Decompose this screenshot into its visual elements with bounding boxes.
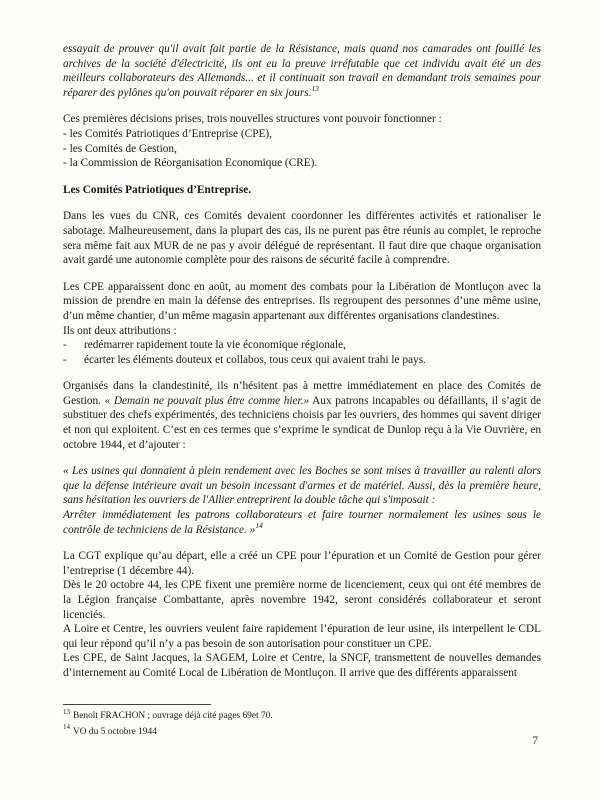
attributions-intro: Ils ont deux attributions :: [63, 324, 177, 337]
paragraph-cgt: La CGT explique qu’au départ, elle a créé un CPE pour l’épuration et un Comité de Gestion pour gérer l’entreprise (1 décembre 44).: [63, 550, 541, 577]
list-item-text: redémarrer rapidement toute la vie économique régionale,: [84, 339, 346, 352]
paragraph-loire: A Loire et Centre, les ouvriers veulent faire rapidement l’épuration de leur usine, ils interpellent le CDL qui leur répond qu’il n’y a pas besoin de son autorisation pour constituer un CPE.: [63, 623, 541, 650]
paragraph-octobre: Dès le 20 octobre 44, les CPE fixent une première norme de licenciement, ceux qui ont été membres de la Légion française Combattante, après novembre 1942, seront considérés collaborateur et seront licenciés.: [63, 579, 541, 621]
paragraph-cnr: Dans les vues du CNR, ces Comités devaient coordonner les différentes activités et rationaliser le sabotage. Malheureusement, dans la plupart des cas, ils ne purent pas être réunis au complet, le reproche sera même fait aux MUR de ne pas y avoir délégué de représentant. Il faut dire que chaque organisation avait gardé une autonomie complète pour des raisons de sécurité facile à comprendre.: [63, 210, 541, 267]
block-quote-resistance: [63, 42, 541, 100]
footnote-14: [63, 725, 541, 741]
footnotes-section: [63, 704, 541, 740]
footnote-text: Benoît FRACHON ; ouvrage déjà cité pages 69et 70.: [73, 711, 273, 721]
footnote-text: VO du 5 octobre 1944: [73, 726, 157, 737]
paragraph-saint-jacques: Les CPE, de Saint Jacques, la SAGEM, Loire et Centre, la SNCF, transmettent de nouvelles demandes d’internement au Comité Local de Libération de Montluçon. Il arrive que des différents apparaissent: [63, 652, 541, 679]
quote-paragraph-2: [63, 508, 541, 537]
list-item-attribution-2: [63, 353, 541, 368]
paragraph-intro: Ces premières décisions prises, trois nouvelles structures vont pouvoir fonctionner :: [63, 113, 442, 126]
footnote-marker: 14: [63, 723, 70, 732]
block-quote-usines: [63, 464, 541, 537]
quote-text: Arrêter immédiatement les patrons collaborateurs et faire tourner normalement les usines sous le contrôle de techniciens de la Résistance. »: [63, 509, 541, 536]
footnote-ref-13: 13: [311, 84, 320, 94]
list-item-gestion: - les Comités de Gestion,: [63, 142, 177, 155]
paragraph-segment: Aux patrons incapables ou défaillants, il s’agit de substituer des chefs expérimentés, des techniciens choisis par les ouvriers, des hommes qui savent diriger et non qui exploitent. C’est en ces termes que s’exprime le syndicat de Dunlop reçu à la Vie Ouvrière, en octobre 1944, et d’ajouter :: [63, 394, 541, 451]
list-item-cre: - la Commission de Réorganisation Economique (CRE).: [63, 157, 318, 170]
quote-text: essayait de prouver qu'il avait fait partie de la Résistance, mais quand nos camarades ont fouillé les archives de la société d'électricité, ils ont eu la preuve irréfutable que cet individu avait été un des meilleurs collaborateurs des Allemands... et il continuait son travail en demandant trois semaines pour réparer des pylônes qu'on pouvait réparer en six jours.: [63, 43, 541, 99]
quote-paragraph-1: « Les usines qui donnaient à plein rendement avec les Boches se sont mises à travailler au ralenti alors que la défense intérieure avait un besoin incessant d'armes et de matériel. Aussi, dès la première heure, sans hésitation les ouvriers de l'Allier entreprirent la double tâche qui s'imposait :: [63, 465, 541, 507]
list-item-attribution-1: [63, 338, 541, 353]
footnote-ref-14: 14: [255, 520, 263, 530]
inline-quote-demain: « Demain ne pouvait plus être comme hier.»: [104, 394, 310, 407]
list-marker: -: [63, 339, 67, 352]
paragraph-organises: [63, 379, 541, 452]
paragraph-segment: Organisés dans la clandestinité, ils n’hésitent pas à mettre immédiatement en place des Comités de Gestion.: [63, 380, 541, 407]
list-item-cpe: - les Comités Patriotiques d’Entreprise (CPE),: [63, 127, 272, 140]
paragraph-cpe-apparition: Les CPE apparaissent donc en août, au moment des combats pour la Libération de Montluçon avec la mission de prendre en main la défense des entreprises. Ils regroupent des personnes d’une même usine, d’un même chantier, d’un même magasin appartenant aux différentes organisations clandestines.: [63, 280, 541, 322]
footnote-13: [63, 709, 541, 725]
section-heading: Les Comités Patriotiques d’Entreprise.: [63, 183, 252, 196]
list-marker: -: [63, 353, 67, 366]
footnote-marker: 13: [63, 707, 70, 716]
footnote-divider: [63, 704, 211, 705]
page-number: 7: [532, 735, 538, 747]
list-item-text: écarter les éléments douteux et collabos, tous ceux qui avaient trahi le pays.: [84, 353, 426, 366]
